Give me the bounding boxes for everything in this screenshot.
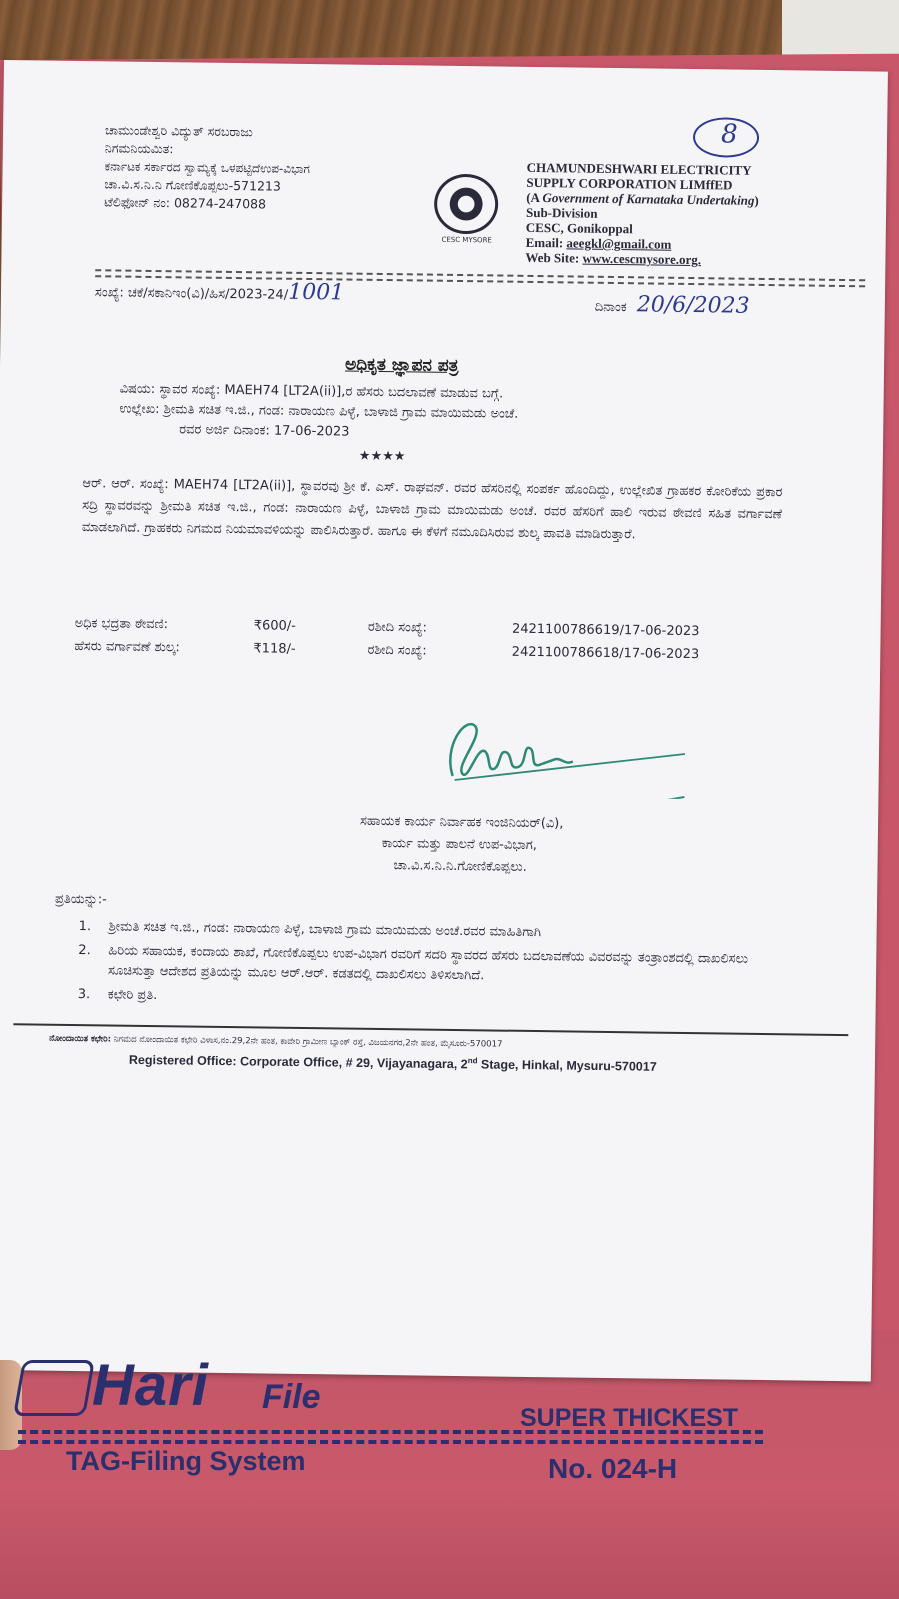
email-line: Email: aeegkl@gmail.com (525, 234, 672, 252)
english-org-line5: CESC, Gonikoppal (525, 219, 633, 237)
folder-dash-line (18, 1440, 763, 1444)
kannada-org-line3: ಕರ್ನಾಟಕ ಸರ್ಕಾರದ ಸ್ವಾಮ್ಯಕ್ಕೆ ಒಳಪಟ್ಟಿದೆಉಪ-ವಿಭಾಗ (104, 159, 311, 177)
list-item: 3. ಕಛೇರಿ ಪ್ರತಿ. (77, 987, 158, 1004)
website-line: Web Site: www.cescmysore.org. (525, 249, 702, 268)
hari-logo-icon (13, 1360, 95, 1416)
signatory-block (359, 811, 563, 880)
kannada-org-line2: ನಿಗಮನಿಯಮಿತ: (104, 140, 174, 157)
fee-row-deposit (75, 616, 700, 639)
email-link[interactable]: aeegkl@gmail.com (566, 235, 672, 252)
signature (434, 706, 695, 799)
reference-number-handwritten: 1001 (288, 279, 345, 306)
folder-tagline: TAG-Filing System (66, 1446, 306, 1476)
seal-caption: CESC MYSORE (441, 235, 492, 245)
kannada-org-line4: ಚಾ.ವಿ.ಸ.ನಿ.ನಿ ಗೋಣಿಕೊಪ್ಪಲು-571213 (104, 176, 281, 194)
receipt-label: ರಶೀದಿ ಸಂಖ್ಯೆ: (367, 642, 427, 659)
english-org-line4: Sub-Division (525, 204, 598, 221)
signatory-division: ಕಾರ್ಯ ಮತ್ತು ಪಾಲನೆ ಉಪ-ವಿಭಾಗ, (381, 836, 538, 854)
copies-heading: ಪ್ರತಿಯನ್ನು:- (54, 891, 108, 908)
kannada-phone: ಟೆಲಿಫೋನ್ ನಂ: 08274-247088 (104, 194, 267, 212)
english-org-line2: SUPPLY CORPORATION LIMffED (526, 174, 733, 193)
footer-registered-office: Registered Office: Corporate Office, # 29, Vijayanagara, 2nd Stage, Hinkal, Mysuru-570017 (128, 1052, 657, 1074)
folder-number: No. 024-H (548, 1453, 678, 1484)
folder-dash-line (18, 1430, 763, 1434)
website-link[interactable]: www.cescmysore.org. (582, 250, 702, 268)
fee-amount: ₹600/- (253, 618, 297, 634)
receipt-label: ರಶೀದಿ ಸಂಖ್ಯೆ: (367, 619, 428, 636)
receipt-value: 2421100786618/17-06-2023 (511, 644, 700, 663)
subject-block (119, 380, 519, 469)
folder-brand-suffix: File (262, 1378, 321, 1416)
date-handwritten: 20/6/2023 (636, 292, 750, 319)
seal-emblem (447, 185, 485, 223)
receipt-value: 2421100786619/17-06-2023 (511, 621, 700, 640)
fee-label: ಹೆಸರು ವರ್ಗಾವಣೆ ಶುಲ್ಕ: (74, 638, 180, 656)
signatory-office: ಚಾ.ವಿ.ಸ.ನಿ.ನಿ.ಗೋಣಿಕೊಪ್ಪಲು. (393, 858, 527, 875)
english-org-line3: (A Government of Karnataka Undertaking) (526, 189, 759, 208)
reference-number-label: ಸಂಖ್ಯೆ: ಚಕೆ/ಸಕಾನಿಇಂ(ವಿ)/ಹಿಸ/2023-24/ (94, 285, 289, 303)
application-date-line: ರವರ ಅರ್ಜಿ ದಿನಾಂಕ: 17-06-2023 (179, 422, 350, 440)
fee-row-transfer (74, 639, 699, 662)
folder-variant: SUPER THICKEST (520, 1404, 739, 1432)
document-title: ಅಧಿಕೃತ ಜ್ಞಾಪನ ಪತ್ರ (344, 354, 459, 376)
separator-stars: ★★★★ (358, 448, 406, 465)
reference-line: ಉಲ್ಲೇಖ: ಶ್ರೀಮತಿ ಸಚಿತ ಇ.ಜಿ., ಗಂಡ: ನಾರಾಯಣ ಪಿಳ್ಳೆ, ಬಾಳಾಜಿ ಗ್ರಾಮ ಮಾಯಿಮಡು ಅಂಚೆ. (119, 401, 519, 422)
signatory-designation: ಸಹಾಯಕ ಕಾರ್ಯ ನಿರ್ವಾಹಕ ಇಂಜಿನಿಯರ್(ವಿ), (359, 813, 564, 832)
copies-list (78, 917, 759, 1014)
reference-number (95, 281, 344, 305)
kannada-org-line1: ಚಾಮುಂಡೇಶ್ವರಿ ವಿದ್ಯುತ್ ಸರಬರಾಜು (104, 122, 253, 140)
english-header (525, 160, 876, 270)
cesc-logo-seal (434, 174, 499, 235)
fee-amount: ₹118/- (253, 641, 296, 657)
footer-kannada: ನೋಂದಾಯಿತ ಕಛೇರಿ: ನಿಗಮದ ನೋಂದಾಯಿತ ಕಛೇರಿ ವಿಳಾಸ,ನಂ.29,2ನೇ ಹಂತ, ಕಾವೇರಿ ಗ್ರಾಮೀಣ ಬ್ಯಾಂಕ್ ರಸ್ತೆ, ವಿಜಯನಗರ,2ನೇ ಹಂತ, ಮೈಸೂರು-570017 (49, 1033, 503, 1050)
list-item: 2. ಹಿರಿಯ ಸಹಾಯಕ, ಕಂದಾಯ ಶಾಖೆ, ಗೋಣಿಕೊಪ್ಪಲು ಉಪ-ವಿಭಾಗ ರವರಿಗೆ ಸದರಿ ಸ್ಥಾವರದ ಹೆಸರು ಬದಲಾವಣೆಯ ವಿವರವನ್ನು ತಂತ್ರಾಂಶದಲ್ಲಿ ದಾಖಲಿಸಲು ಸೂಚಿಸುತ್ತಾ ಆದೇಶದ ಪ್ರತಿಯನ್ನು ಮೂಲ ಆರ್.ಆರ್. ಕಡತದಲ್ಲಿ ದಾಖಲಿಸಲು ತಿಳಿಸಲಾಗಿದೆ. (78, 943, 749, 984)
letter-document (0, 60, 888, 1381)
reference-date (594, 292, 750, 319)
folder-brand: Hari (92, 1353, 209, 1418)
english-org-line1: CHAMUNDESHWARI ELECTRICITY (526, 159, 752, 178)
kannada-header (104, 121, 435, 215)
date-label: ದಿನಾಂಕ (594, 299, 627, 316)
list-item: 1. ಶ್ರೀಮತಿ ಸಚಿತ ಇ.ಜಿ., ಗಂಡ: ನಾರಾಯಣ ಪಿಳ್ಳೆ, ಬಾಳಾಜಿ ಗ್ರಾಮ ಮಾಯಿಮಡು ಅಂಚೆ.ರವರ ಮಾಹಿತಿಗಾಗಿ (78, 919, 542, 941)
body-paragraph: ಆರ್. ಆರ್. ಸಂಖ್ಯೆ: MAEH74 [LT2A(ii)], ಸ್ಥಾವರವು ಶ್ರೀ ಕೆ. ಎಸ್. ರಾಘವನ್. ರವರ ಹೆಸರಿನಲ್ಲಿ ಸಂಪರ್ಕ ಹೊಂದಿದ್ದು, ಉಲ್ಲೇಖಿತ ಗ್ರಾಹಕರ ಕೋರಿಕೆಯ ಪ್ರಕಾರ ಸದ್ರಿ ಸ್ಥಾವರವನ್ನು ಶ್ರೀಮತಿ ಸಚಿತ ಇ.ಜಿ., ಗಂಡ: ನಾರಾಯಣ ಪಿಳ್ಳೆ, ಬಾಳಾಜಿ ಗ್ರಾಮ ಮಾಯಿಮಡು ಅಂಚೆ. ರವರ ಹೆಸರಿಗೆ ಹಾಲಿ ಇರುವ ಠೇವಣಿ ಸಹಿತ ವರ್ಗಾವಣೆ ಮಾಡಲಾಗಿದೆ. ಗ್ರಾಹಕರು ನಿಗಮದ ನಿಯಮಾವಳಿಯನ್ನು ಪಾಲಿಸಿರುತ್ತಾರೆ. ಹಾಗೂ ಈ ಕೆಳಗೆ ನಮೂದಿಸಿರುವ ಶುಲ್ಕ ಪಾವತಿ ಮಾಡಿರುತ್ತಾರೆ. (81, 476, 783, 543)
subject-line: ವಿಷಯ: ಸ್ಥಾವರ ಸಂಖ್ಯೆ: MAEH74 [LT2A(ii)],ರ ಹೆಸರು ಬದಲಾವಣೆ ಮಾಡುವ ಬಗ್ಗೆ. (119, 381, 504, 402)
fee-label: ಅಧಿಕ ಭದ್ರತಾ ಠೇವಣಿ: (74, 615, 169, 633)
handwritten-page-number: 8 (720, 119, 738, 150)
